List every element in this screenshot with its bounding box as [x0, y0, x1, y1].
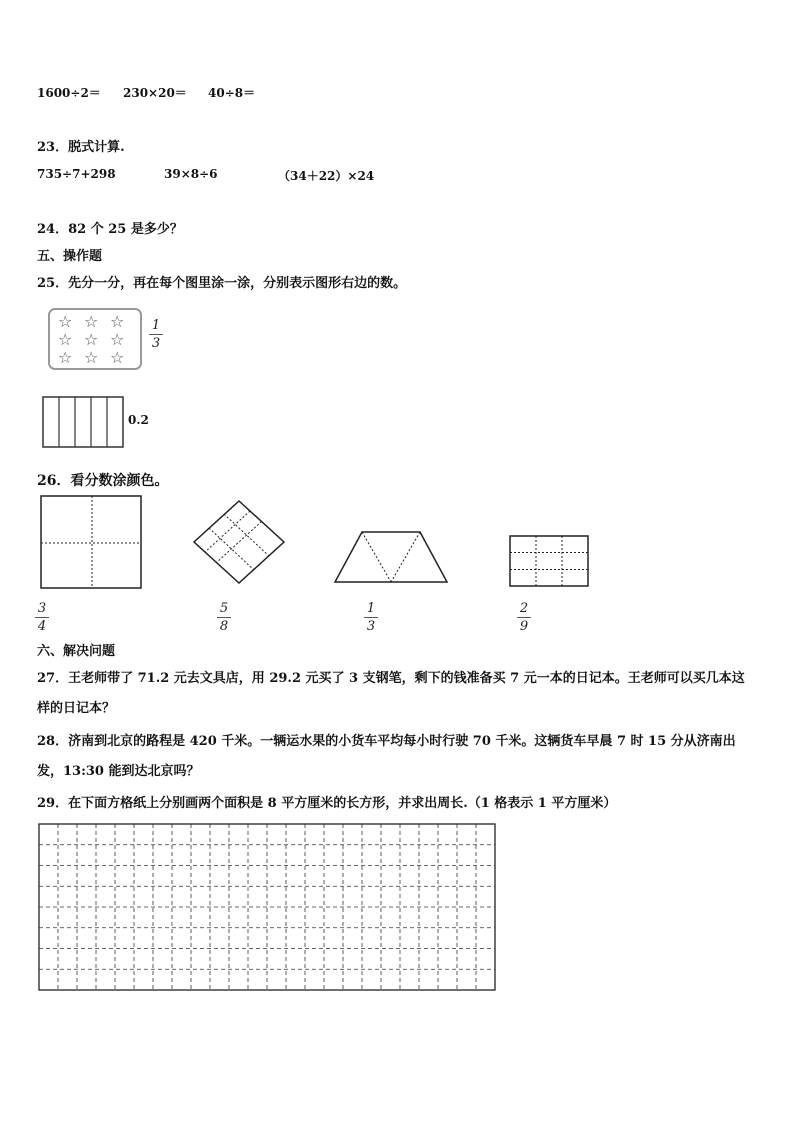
fraction-numerator: 3: [37, 601, 47, 616]
fraction-denominator: 9: [519, 619, 529, 634]
fraction-one-third: [147, 318, 165, 351]
fraction-label: [515, 601, 533, 634]
fraction-denominator: 8: [219, 619, 229, 634]
grid-paper: [38, 822, 496, 992]
fraction-numerator: 5: [219, 601, 229, 616]
fraction-denominator: 3: [151, 336, 161, 351]
star-icon: ☆: [58, 348, 73, 367]
section-heading: 五、操作题: [37, 249, 103, 264]
fraction-numerator: 1: [366, 601, 376, 616]
calc-item: 40÷8＝: [208, 86, 256, 100]
calc-item: 1600÷2＝: [37, 86, 101, 100]
star-icon: ☆: [58, 330, 73, 349]
q25-title: 25．先分一分，再在每个图里涂一涂，分别表示图形右边的数。: [37, 276, 407, 291]
q23-item: 39×8÷6: [164, 167, 218, 181]
fraction-numerator: 1: [151, 318, 161, 333]
q26-title: 26．看分数涂颜色。: [37, 473, 169, 489]
q27-line: 样的日记本？: [37, 701, 116, 716]
star-icon: ☆: [110, 312, 125, 331]
star-icon: ☆: [58, 312, 73, 331]
fraction-bar: [217, 617, 231, 618]
fraction-numerator: 2: [519, 601, 529, 616]
star-box: [48, 308, 142, 370]
rectangle-ninths: [509, 535, 589, 587]
bar-label: 0.2: [128, 413, 149, 427]
fraction-denominator: 4: [37, 619, 47, 634]
q28-line: 28．济南到北京的路程是 420 千米。一辆运水果的小货车平均每小时行驶 70 千米。这辆货车早晨 7 时 15 分从济南出: [37, 734, 736, 749]
q23-title: 23．脱式计算.: [37, 140, 125, 155]
star-icon: ☆: [84, 312, 99, 331]
q24-title: 24．82 个 25 是多少？: [37, 222, 183, 237]
diamond-eighths: [193, 500, 285, 584]
fraction-label: [362, 601, 380, 634]
star-grid: [58, 312, 138, 366]
q23-item: （34＋22）×24: [278, 169, 375, 183]
square-quarters: [40, 495, 142, 589]
q29-title: 29．在下面方格纸上分别画两个面积是 8 平方厘米的长方形，并求出周长.（1 格表示 1 平方厘米）: [37, 796, 617, 811]
fraction-label: [215, 601, 233, 634]
q27-line: 27．王老师带了 71.2 元去文具店，用 29.2 元买了 3 支钢笔，剩下的钱准备买 7 元一本的日记本。王老师可以买几本这: [37, 671, 745, 686]
fraction-bar: [517, 617, 531, 618]
section-heading: 六、解决问题: [37, 644, 116, 659]
fraction-label: [33, 601, 51, 634]
fraction-denominator: 3: [366, 619, 376, 634]
fraction-bar: [149, 334, 163, 335]
star-icon: ☆: [84, 348, 99, 367]
star-icon: ☆: [110, 330, 125, 349]
bar-five-parts: [42, 396, 124, 448]
q28-line: 发，13:30 能到达北京吗？: [37, 764, 200, 779]
trapezoid-thirds: [334, 530, 448, 584]
fraction-bar: [364, 617, 378, 618]
fraction-bar: [35, 617, 49, 618]
calc-item: 230×20＝: [123, 86, 187, 100]
star-icon: ☆: [110, 348, 125, 367]
q23-item: 735÷7+298: [37, 167, 116, 181]
star-icon: ☆: [84, 330, 99, 349]
